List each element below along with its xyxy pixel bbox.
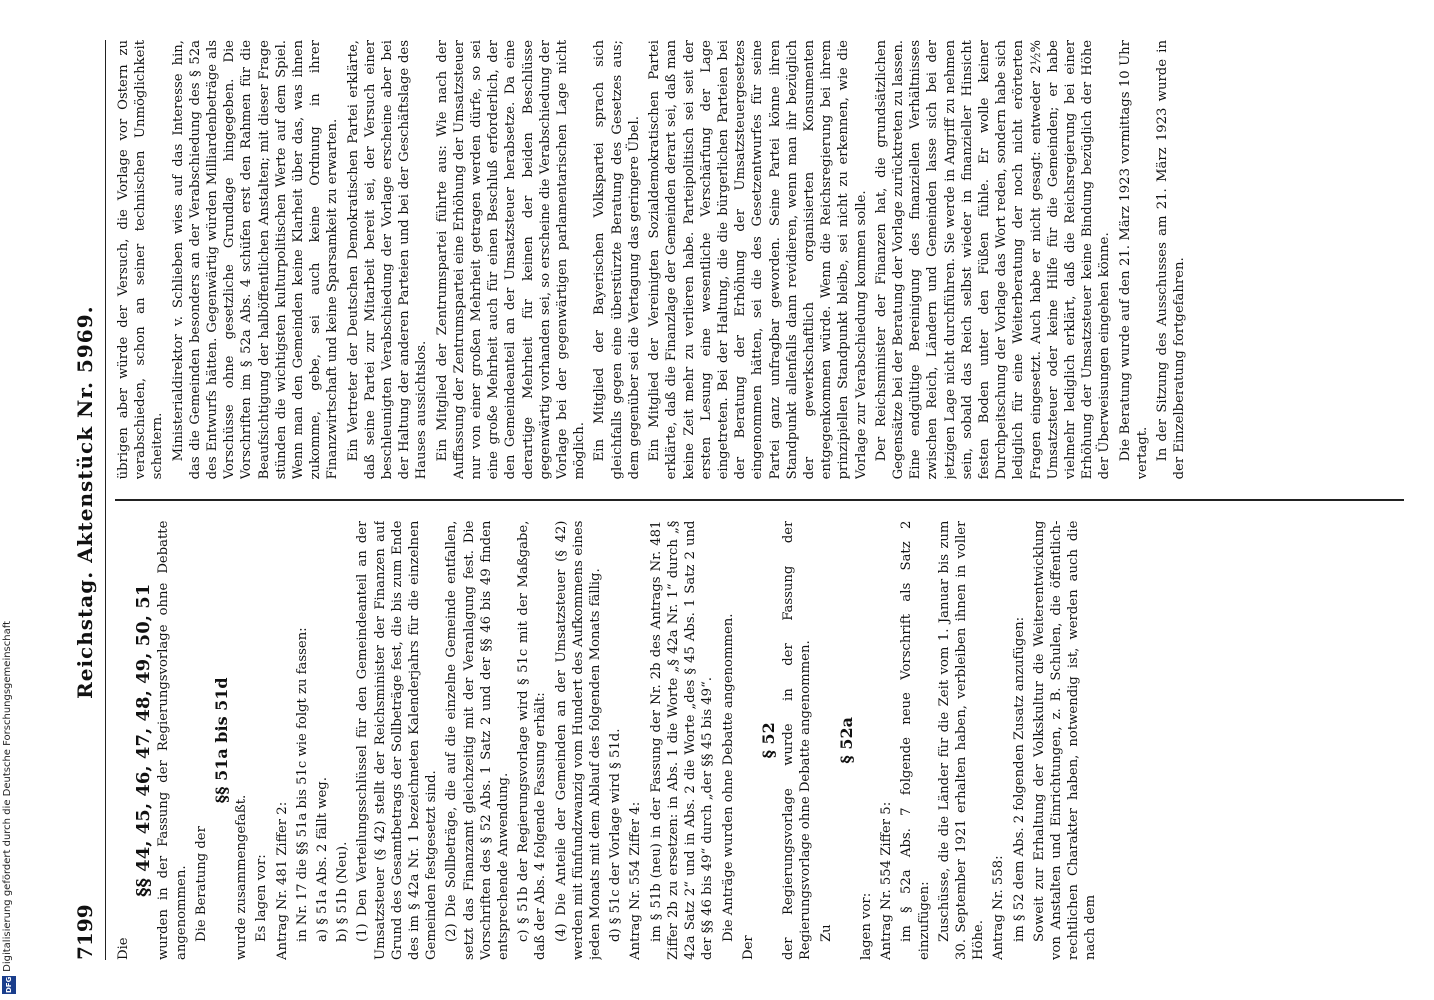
paragraph-left_col-25: Antrag Nr. 554 Ziffer 5: [879,801,895,960]
paragraph-left_col-5: wurde zusammengefaßt. [234,794,250,960]
text-columns [115,40,1404,960]
right-column [115,40,1404,479]
paragraph-left_col-18: Die Anträge wurden ohne Debatte angenommen. [720,613,736,942]
paragraph-right_col-4: Ein Mitglied der Bayerischen Volkspartei sprach sich gleichfalls gegen eine überstürzte Beratung des Gesetzes aus; dem gegenüber sei die Vertagung das geringere Übel. [592,40,642,480]
section-heading-left_col-23: § 52a [836,717,856,764]
paragraph-left_col-22: Zu [818,924,834,942]
page-title: Reichstag. Aktenstück Nr. 5969. [73,305,97,699]
paragraph-left_col-30: Soweit zur Erhaltung der Volkskultur die Weiterentwicklung von Anstalten und Einrichtungen, z. B. Schulen, die öffentlich-rechtlichen Charakter haben, notwendig ist, werden auch die nach dem [1031,520,1099,960]
paragraph-right_col-3: Ein Mitglied der Zentrumspartei führte aus: Wie nach der Auffassung der Zentrumspartei eine Erhöhung der Umsatzsteuer nur von einer großen Mehrheit getragen werden dürfe, so sei eine große Mehrheit auch für einen Beschluß erforderlich, der den Gemeindeanteil an der Umsatzsteuer herabsetze. Da eine derartige Mehrheit für keinen der beiden Beschlüsse gegenwärtig vorhanden sei, so erscheine die Verabschiedung der Vorlage bei der gegenwärtigen parlamentarischen Lage nicht möglich. [434,40,588,480]
paragraph-left_col-12: (2) Die Sollbeträge, die auf die einzelne Gemeinde entfallen, setzt das Finanzamt gleichzeitig mit der Veranlagung fest. Die Vorschriften des § 52 Abs. 1 Satz 2 und der §§ 46 bis 49 finden entsprechende Anwendung. [444,520,512,960]
paragraph-left_col-28: Antrag Nr. 558: [991,855,1007,960]
digitization-credit: Digitalisierung gefördert durch die Deutsche Forschungsgemeinschaft [2,621,13,972]
paragraph-left_col-29: im § 52 dem Abs. 2 folgenden Zusatz anzufügen: [1011,616,1027,942]
section-heading-left_col-1: §§ 44, 45, 46, 47, 48, 49, 50, 51 [133,583,155,897]
paragraph-left_col-16: Antrag Nr. 554 Ziffer 4: [628,801,644,960]
left-gutter [0,0,18,1000]
paragraph-right_col-1: Ministerialdirektor v. Schlieben wies auf das Interesse hin, das die Gemeinden besonders an der Verabschiedung des § 52a des Entwurfs hätten. Gegenwärtig würden Milliardenbeträge als Vorschüsse ohne gesetzliche Grundlage hingegeben. Die Vorschriften im § 52a Abs. 4 schüfen erst den Rahmen für die Beaufsichtigung der halböffentlichen Anstalten; mit dieser Frage stünden die wichtigsten kulturpolitischen Werte auf dem Spiel. Wenn man den Gemeinden keine Klarheit über das, was ihnen zukomme, gebe, sei auch keine Ordnung in ihrer Finanzwirtschaft und keine Sparsamkeit zu erwarten. [170,40,341,480]
section-heading-left_col-20: § 52 [758,722,778,759]
dfg-logo: DFG [2,976,16,994]
paragraph-left_col-3: Die Beratung der [193,826,209,942]
paragraph-left_col-15: d) § 51c der Vorlage wird § 51d. [608,728,624,942]
paragraph-right_col-8: In der Sitzung des Ausschusses am 21. März 1923 wurde in der Einzelberatung fortgefahren. [1154,40,1188,480]
paragraph-right_col-6: Der Reichsminister der Finanzen hat, die grundsätzlichen Gegensätze bei der Beratung der Vorlage zurücktreten zu lassen. Eine endgültige Bereinigung des finanziellen Verhältnisses zwischen Reich, Ländern und Gemeinden lasse sich bei der jetzigen Lage nicht durchführen. Sie werde in Angriff zu nehmen sein, sobald das Reich selbst wieder in finanzieller Hinsicht festen Boden unter den Füßen fühle. Er wolle keiner Durchpeitschung der Vorlage das Wort reden, sondern habe sich lediglich für eine Weiterberatung der noch nicht erörterten Fragen eingesetzt. Auch habe er nicht gesagt: entweder 2½% Umsatzsteuer oder keine Hilfe für die Gemeinden; er habe vielmehr lediglich erklärt, daß die Reichsregierung bei einer Erhöhung der Umsatzsteuer keine Bindung bezüglich der Höhe der Überweisungen eingehen könne. [873,40,1113,480]
paragraph-right_col-2: Ein Vertreter der Deutschen Demokratischen Partei erklärte, daß seine Partei zur Mitarbeit bereit sei, der Versuch einer beschleunigten Verabschiedung der Vorlage erscheine aber bei der Haltung der anderen Parteien und bei der Geschäftslage des Hauses aussichtslos. [345,40,430,480]
paragraph-left_col-24: lagen vor: [858,892,874,960]
paragraph-left_col-17: im § 51b (neu) in der Fassung der Nr. 2b des Antrags Nr. 481 Ziffer 2b zu ersetzen: in Abs. 1 die Worte „§ 42a Nr. 1“ durch „§ 42a Satz 2“ und in Abs. 2 die Worte „des § 45 Abs. 1 Satz 2 und der §§ 46 bis 49“ durch „der §§ 45 bis 49“. [648,520,716,960]
paragraph-left_col-27: Zuschüsse, die die Länder für die Zeit vom 1. Januar bis zum 30. September 1921 erhalten haben, verbleiben ihnen in voller Höhe. [936,520,987,960]
paragraph-left_col-10: b) § 51b (Neu). [335,841,351,942]
paragraph-left_col-8: in Nr. 17 die §§ 51a bis 51c wie folgt zu fassen: [294,627,310,942]
rotated-page [25,0,1434,1000]
scanned-page [25,0,1434,1000]
paragraph-left_col-21: der Regierungsvorlage wurde in der Fassung der Regierungsvorlage ohne Debatte angenommen. [781,520,814,960]
paragraph-right_col-7: Die Beratung wurde auf den 21. März 1923 vormittags 10 Uhr vertagt. [1117,40,1150,480]
page-number: 7199 [73,904,97,960]
page-header [65,40,106,960]
left-column [115,521,1404,960]
paragraph-left_col-0: Die [116,937,131,960]
paragraph-left_col-26: im § 52a Abs. 7 folgende neue Vorschrift als Satz 2 einzufügen: [899,520,932,960]
paragraph-right_col-5: Ein Mitglied der Vereinigten Sozialdemokratischen Partei erklärte, daß die Finanzlage der Gemeinden derart sei, daß man keine Zeit mehr zu verlieren habe. Parteipolitisch sei seit der ersten Lesung eine wesentliche Verschärfung der Lage eingetreten. Bei der Haltung, die die bürgerlichen Parteien bei der Beratung der Erhöhung der Umsatzsteuergesetzes eingenommen hätten, sei die des Gesetzentwurfes für seine Partei ganz unfragbar geworden. Seine Partei könne ihren Standpunkt allenfalls dann revidieren, wenn man ihr bezüglich der gewerkschaftlich organisierten Konsumenten entgegenkommen würde. Wenn die Reichsregierung bei ihrem prinzipiellen Standpunkt bleibe, sei nicht zu erkennen, wie die Vorlage zur Verabschiedung kommen solle. [647,40,869,480]
section-heading-left_col-4: §§ 51a bis 51d [212,677,232,804]
paragraph-left_col-6: Es lagen vor: [254,854,270,942]
page-content [25,0,1434,1000]
paragraph-left_col-7: Antrag Nr. 481 Ziffer 2: [274,801,290,960]
column-divider [115,499,1404,500]
paragraph-right_col-0: übrigen aber würde der Versuch, die Vorlage vor Ostern zu verabschieden, schon an seiner technischen Unmöglichkeit scheitern. [116,40,166,480]
paragraph-left_col-9: a) § 51a Abs. 2 fällt weg. [315,777,331,942]
paragraph-left_col-11: (1) Den Verteilungsschlüssel für den Gemeindeanteil an der Umsatzsteuer (§ 42) stellt der Reichsminister der Finanzen auf Grund des Gesamtbetrags der Sollbeträge fest, die bis zum Ende des im § 42a Nr. 1 bezeichneten Kalenderjahrs für die einzelnen Gemeinden festgesetzt sind. [355,520,440,960]
paragraph-left_col-19: Der [740,935,756,960]
paragraph-left_col-14: (4) Die Anteile der Gemeinden an der Umsatzsteuer (§ 42) werden mit fünfundzwanzig vom Hundert des Aufkommens eines jeden Monats mit dem Ablauf des folgenden Monats fällig. [553,520,604,960]
paragraph-left_col-13: c) § 51b der Regierungsvorlage wird § 51c mit der Maßgabe, daß der Abs. 4 folgende Fassung erhält: [516,520,549,960]
paragraph-left_col-2: wurden in der Fassung der Regierungsvorlage ohne Debatte angenommen. [156,520,189,960]
